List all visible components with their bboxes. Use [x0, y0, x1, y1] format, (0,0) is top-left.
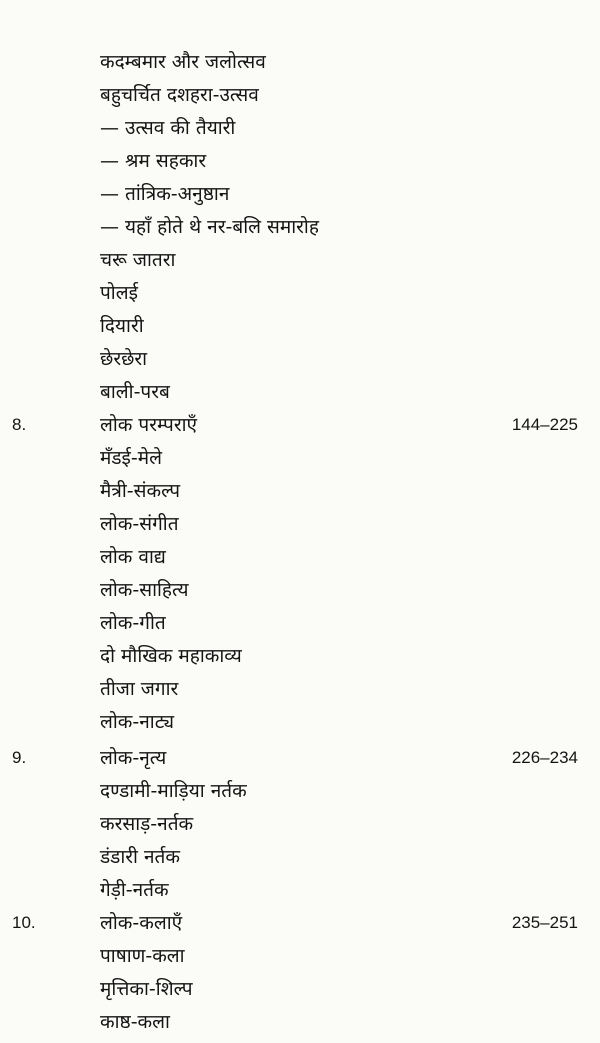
toc-entry: [0, 145, 600, 178]
toc-entry-title: — श्रम सहकार: [100, 150, 207, 172]
page-range: 144–225: [511, 415, 578, 434]
toc-entry-title: — तांत्रिक-अनुष्ठान: [100, 183, 230, 205]
toc-entry-title: लोक वाद्य: [100, 546, 166, 568]
chapter-title: लोक परम्पराएँ: [100, 414, 198, 436]
toc-entry: [0, 1006, 600, 1039]
toc-entry-title: करसाड़-नर्तक: [100, 813, 194, 835]
toc-entry-title: कदम्बमार और जलोत्सव: [100, 51, 266, 73]
toc-entry: [0, 211, 600, 244]
toc-entry: [0, 343, 600, 376]
toc-entry-title: लोक-नाट्य: [100, 711, 175, 733]
chapter-number: 10.: [12, 913, 36, 932]
toc-entry-title: बहुचर्चित दशहरा-उत्सव: [100, 84, 259, 106]
toc-entry: [0, 475, 600, 508]
page-range: 235–251: [511, 913, 578, 932]
toc-entry: [0, 310, 600, 343]
toc-entry-title: मृत्तिका-शिल्प: [100, 978, 193, 1000]
toc-entry-title: तीजा जगार: [100, 678, 179, 700]
toc-entry: [0, 640, 600, 673]
toc-entry: [0, 508, 600, 541]
toc-entry-title: काष्ठ-कला: [100, 1011, 170, 1033]
chapter-title: लोक-नृत्य: [100, 747, 167, 769]
toc-chapter-9: [0, 742, 600, 775]
toc-entry-title: लोक-साहित्य: [100, 579, 189, 601]
toc-entry-title: लोक-गीत: [100, 612, 166, 634]
toc-entry: [0, 607, 600, 640]
toc-entry-title: दण्डामी-माड़िया नर्तक: [100, 780, 247, 802]
toc-entry: [0, 376, 600, 409]
toc-entry-title: — यहाँ होते थे नर-बलि समारोह: [100, 216, 319, 238]
toc-entry: [0, 874, 600, 907]
toc-chapter-10: [0, 907, 600, 940]
toc-entry: [0, 178, 600, 211]
toc-entry-title: — उत्सव की तैयारी: [100, 117, 236, 139]
toc-entry-title: डंडारी नर्तक: [100, 846, 180, 868]
toc-entry-title: पाषाण-कला: [100, 945, 185, 967]
toc-entry: [0, 112, 600, 145]
toc-entry: [0, 574, 600, 607]
toc-entry: [0, 46, 600, 79]
toc-entry-title: लोक-संगीत: [100, 513, 179, 535]
toc-entry: [0, 973, 600, 1006]
toc-entry-title: चरू जातरा: [100, 249, 176, 271]
toc-chapter-8: [0, 409, 600, 442]
toc-entry: [0, 706, 600, 739]
toc-entry: [0, 775, 600, 808]
chapter-title: लोक-कलाएँ: [100, 912, 183, 934]
toc-entry-title: मँडई-मेले: [100, 447, 162, 469]
chapter-number: 9.: [12, 748, 27, 767]
toc-entry: [0, 541, 600, 574]
toc-entry: [0, 940, 600, 973]
toc-entry: [0, 244, 600, 277]
chapter-number: 8.: [12, 415, 27, 434]
toc-entry-title: बाली-परब: [100, 381, 170, 403]
toc-entry: [0, 277, 600, 310]
page-range: 226–234: [511, 748, 578, 767]
toc-entry: [0, 79, 600, 112]
toc-entry-title: गेड़ी-नर्तक: [100, 879, 169, 901]
toc-entry: [0, 841, 600, 874]
toc-entry: [0, 442, 600, 475]
toc-entry-title: छेरछेरा: [100, 348, 148, 370]
toc-entry: [0, 673, 600, 706]
toc-entry-title: दो मौखिक महाकाव्य: [100, 645, 242, 667]
toc-entry-title: मैत्री-संकल्प: [100, 480, 181, 502]
toc-entry-title: पोलई: [100, 282, 138, 304]
toc-entry-title: दियारी: [100, 315, 144, 337]
toc-entry: [0, 808, 600, 841]
